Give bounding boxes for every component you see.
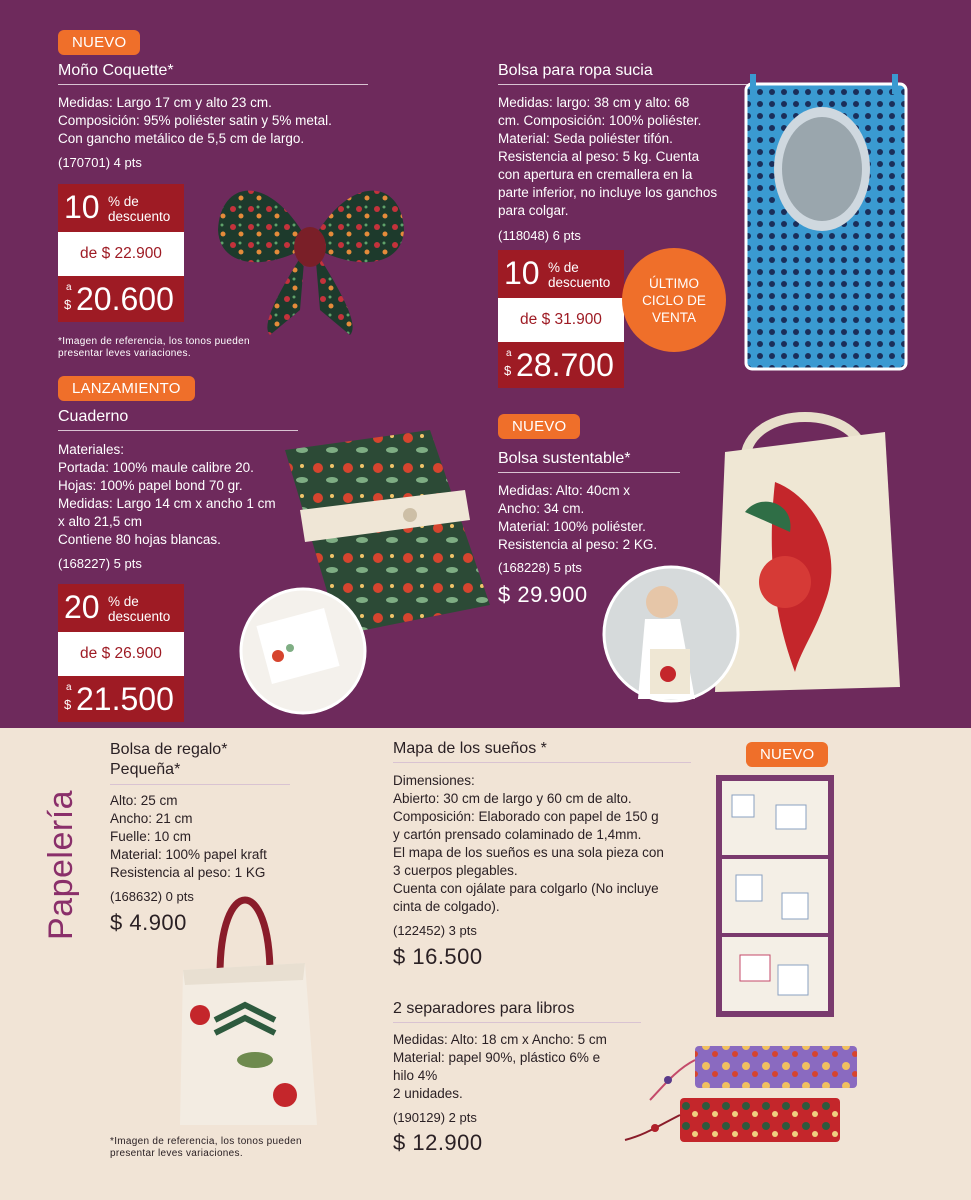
discount-label: % de descuento [108, 594, 171, 624]
product-description: Alto: 25 cm Ancho: 21 cm Fuelle: 10 cm Material: 100% papel kraft Resistencia al peso: 1 KG [110, 793, 267, 880]
old-price: de $ 31.900 [498, 298, 624, 342]
laundry-bag-image [742, 74, 912, 374]
product-price: $ 16.500 [393, 944, 483, 969]
product-code: (168632) 0 pts [110, 889, 194, 904]
badge-nuevo: NUEVO [498, 414, 580, 439]
product-title: Moño Coquette* [58, 62, 368, 85]
dream-map-image [716, 775, 836, 1020]
gift-bag-image [175, 885, 325, 1130]
product-code: (168227) 5 pts [58, 556, 142, 571]
product-description: Materiales: Portada: 100% maule calibre 20. Hojas: 100% papel bond 70 gr. Medidas: Largo 14 cm x ancho 1 cm x alto 21,5 cm Contiene 80 hojas blancas. [58, 442, 276, 547]
model-photo-image [600, 564, 742, 704]
discount-block: 10 % de descuento de $ 31.900 a $ 28.700 [498, 250, 624, 388]
product-description: Dimensiones: Abierto: 30 cm de largo y 60 cm de alto. Composición: Elaborado con papel de 150 g y cartón prensado colaminado de 1,4mm. El mapa de los sueños es una sola pieza con 3 cuerpos plegables. Cuenta con ojálate para colgarlo (No incluye cinta de colgado). [393, 773, 664, 914]
old-price: de $ 26.900 [58, 632, 184, 676]
product-price: $ 12.900 [393, 1130, 483, 1155]
notebook-detail-image [238, 586, 368, 716]
product-code: (170701) 4 pts [58, 155, 142, 170]
discount-label: % de descuento [108, 194, 171, 224]
product-title: Cuaderno [58, 408, 298, 431]
last-cycle-badge: ÚLTIMO CICLO DE VENTA [622, 248, 726, 352]
product-code: (122452) 3 pts [393, 923, 477, 938]
product-title: 2 separadores para libros [393, 1000, 641, 1023]
discount-block: 20 % de descuento de $ 26.900 a $ 21.500 [58, 584, 184, 722]
product-title: Bolsa para ropa sucia [498, 62, 748, 85]
badge-nuevo: NUEVO [746, 742, 828, 767]
bow-image [210, 150, 410, 340]
product-code: (190129) 2 pts [393, 1110, 477, 1125]
bookmarks-image [620, 1040, 865, 1150]
discount-percent: 20 [64, 589, 100, 625]
reference-note: *Imagen de referencia, los tonos pueden presentar leves variaciones. [58, 336, 250, 359]
new-price: 28.700 [516, 347, 614, 383]
discount-percent: 10 [504, 255, 540, 291]
product-price: $ 4.900 [110, 910, 187, 935]
new-price: 20.600 [76, 281, 174, 317]
product-description: Medidas: Alto: 40cm x Ancho: 34 cm. Material: 100% poliéster. Resistencia al peso: 2 KG. [498, 483, 658, 552]
product-title: Bolsa de regalo* Pequeña* [110, 740, 290, 785]
product-description: Medidas: Alto: 18 cm x Ancho: 5 cm Material: papel 90%, plástico 6% e hilo 4% 2 unidades. [393, 1032, 607, 1101]
section-label: Papelería [42, 789, 80, 940]
product-title: Mapa de los sueños * [393, 740, 691, 763]
new-price: 21.500 [76, 681, 174, 717]
reference-note: *Imagen de referencia, los tonos pueden presentar leves variaciones. [110, 1136, 302, 1159]
product-code: (118048) 6 pts [498, 228, 581, 243]
badge-nuevo: NUEVO [58, 30, 140, 55]
product-price: $ 29.900 [498, 582, 588, 607]
old-price: de $ 22.900 [58, 232, 184, 276]
badge-lanzamiento: LANZAMIENTO [58, 376, 195, 401]
product-title: Bolsa sustentable* [498, 450, 680, 473]
discount-block: 10 % de descuento de $ 22.900 a $ 20.600 [58, 184, 184, 322]
discount-percent: 10 [64, 189, 100, 225]
discount-label: % de descuento [548, 260, 611, 290]
product-code: (168228) 5 pts [498, 560, 582, 575]
product-description: Medidas: Largo 17 cm y alto 23 cm. Composición: 95% poliéster satin y 5% metal. Con gancho metálico de 5,5 cm de largo. [58, 95, 332, 146]
product-description: Medidas: largo: 38 cm y alto: 68 cm. Composición: 100% poliéster. Material: Seda poliéster tifón. Resistencia al peso: 5 kg. Cuenta con apertura en cremallera en la parte inferior, no incluye los ganchos para colgar. [498, 95, 718, 218]
